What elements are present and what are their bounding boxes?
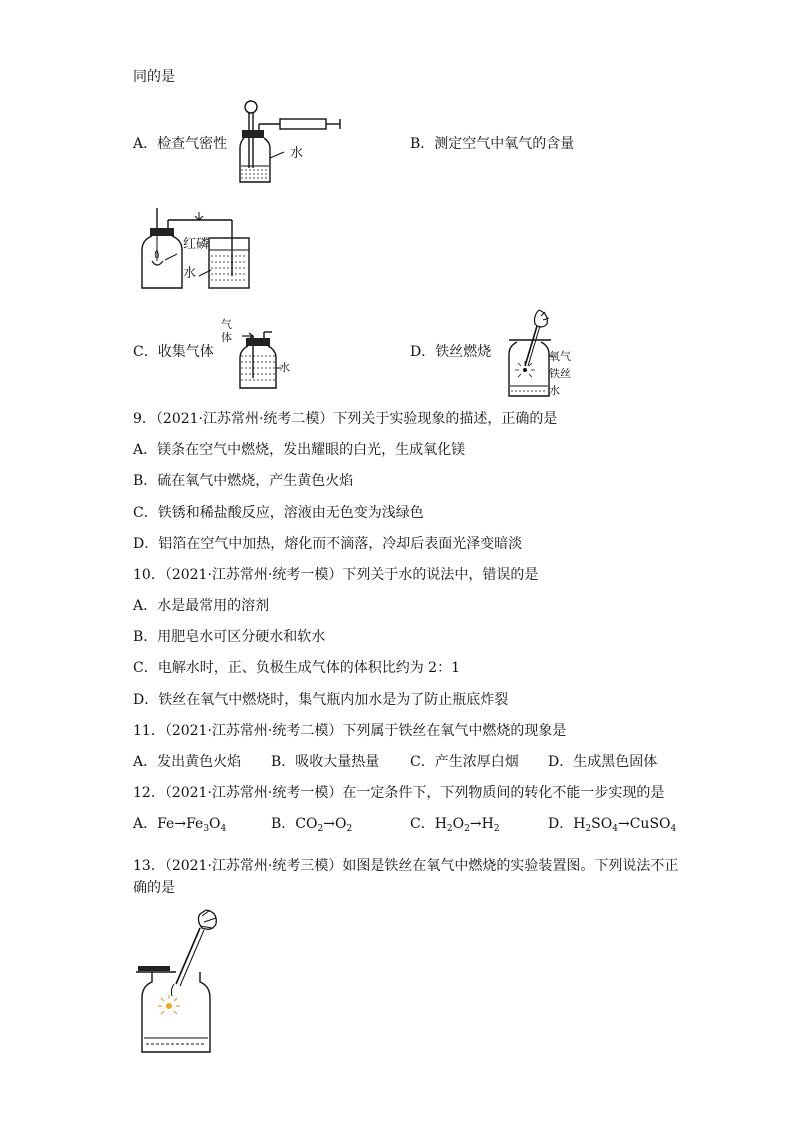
- q10-stem: 10．（2021·江苏常州·统考一模）下列关于水的说法中，错误的是: [133, 567, 539, 583]
- q12-option-a[interactable]: A．$Fe\to Fe_3O_4$: [133, 816, 227, 834]
- q10-option-d[interactable]: D．铁丝在氧气中燃烧时，集气瓶内加水是为了防止瓶底炸裂: [133, 692, 509, 708]
- fig-b-red-phosphorus-label: 红磷: [183, 237, 210, 252]
- q9-option-b[interactable]: B．硫在氧气中燃烧，产生黄色火焰: [133, 473, 354, 489]
- q12-option-c[interactable]: C．$H_2O_2\to H_2$: [410, 816, 500, 834]
- figure-c-gas-collection: [236, 328, 286, 390]
- q12-stem: 12．（2021·江苏常州·统考一模）在一定条件下，下列物质间的转化不能一步实现的是: [133, 785, 665, 801]
- q13-figure-iron-wire-apparatus: [136, 906, 226, 1058]
- fig-c-gas-label: 气: [221, 318, 232, 331]
- q8-option-d[interactable]: D．铁丝燃烧: [410, 344, 492, 360]
- fig-d-oxygen-label: 氧气: [549, 350, 571, 363]
- q11-option-d[interactable]: D．生成黑色固体: [548, 754, 658, 770]
- q8-option-a[interactable]: A．检查气密性: [133, 136, 228, 152]
- q9-option-d[interactable]: D．铝箔在空气中加热，熔化而不滴落，冷却后表面光泽变暗淡: [133, 536, 523, 552]
- q11-option-b[interactable]: B．吸收大量热量: [271, 754, 380, 770]
- q11-option-c[interactable]: C．产生浓厚白烟: [410, 754, 519, 770]
- figure-a-airtightness: [232, 96, 352, 191]
- q12-option-d[interactable]: D．$H_2SO_4\to CuSO_4$: [548, 816, 677, 834]
- q10-option-a[interactable]: A．水是最常用的溶剂: [133, 598, 270, 614]
- q10-option-c[interactable]: C．电解水时，正、负极生成气体的体积比约为 2：1: [133, 660, 460, 676]
- q12-option-b[interactable]: B．$CO_2\to O_2$: [271, 816, 353, 834]
- fig-a-water-label: 水: [290, 146, 304, 161]
- q11-option-a[interactable]: A．发出黄色火焰: [133, 754, 242, 770]
- q9-option-c[interactable]: C．铁锈和稀盐酸反应，溶液由无色变为浅绿色: [133, 505, 424, 521]
- fig-d-water-label: 水: [549, 384, 560, 397]
- q10-option-b[interactable]: B．用肥皂水可区分硬水和软水: [133, 629, 326, 645]
- q8-option-c[interactable]: C．收集气体: [133, 344, 214, 360]
- q8-stem-tail: 同的是: [133, 69, 175, 85]
- figure-d-iron-wire-burning: [505, 306, 555, 400]
- q9-option-a[interactable]: A．镁条在空气中燃烧，发出耀眼的白光，生成氧化镁: [133, 442, 466, 458]
- q11-stem: 11．（2021·江苏常州·统考二模）下列属于铁丝在氧气中燃烧的现象是: [133, 723, 567, 739]
- fig-d-iron-wire-label: 铁丝: [549, 367, 571, 380]
- fig-b-water-label: 水: [183, 266, 197, 281]
- fig-c-water-label: 水: [279, 361, 290, 374]
- q13-stem-line2: 确的是: [133, 880, 175, 896]
- q13-stem-line1: 13．（2021·江苏常州·统考三模）如图是铁丝在氧气中燃烧的实验装置图。下列说法不正: [133, 858, 679, 874]
- q8-option-b[interactable]: B．测定空气中氧气的含量: [410, 136, 575, 152]
- q9-stem: 9．（2021·江苏常州·统考二模）下列关于实验现象的描述，正确的是: [133, 411, 558, 427]
- fig-c-body-label: 体: [221, 331, 232, 344]
